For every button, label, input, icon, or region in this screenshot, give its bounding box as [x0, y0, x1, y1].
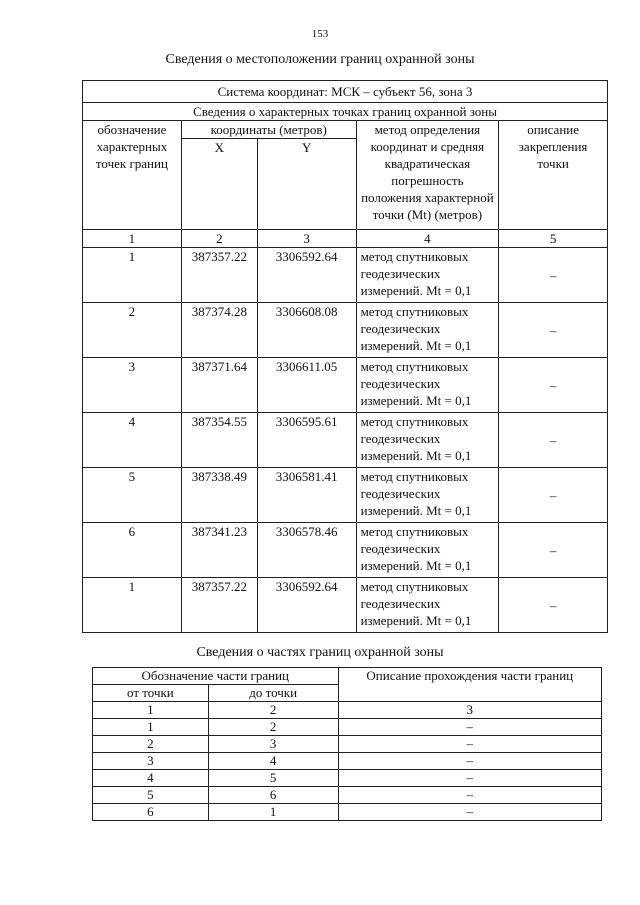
table-row: [93, 804, 602, 821]
column-number: 5: [499, 230, 608, 248]
method-cell: метод спутниковых геодезических измерений. Mt = 0,1: [356, 413, 499, 468]
column-header-row: [83, 121, 608, 139]
points-header-row: [83, 103, 608, 121]
column-number-row: [83, 230, 608, 248]
description-cell: –: [499, 468, 608, 523]
method-cell: метод спутниковых геодезических измерений. Mt = 0,1: [356, 468, 499, 523]
from-point: 5: [93, 787, 209, 804]
coord-y: 3306581.41: [257, 468, 356, 523]
header-part-description: Описание прохождения части границ: [338, 668, 601, 702]
column-number: 1: [93, 702, 209, 719]
to-point: 2: [208, 719, 338, 736]
method-cell: метод спутниковых геодезических измерений. Mt = 0,1: [356, 248, 499, 303]
part-description: –: [338, 804, 601, 821]
method-cell: метод спутниковых геодезических измерений. Mt = 0,1: [356, 303, 499, 358]
section-title-parts: Сведения о частях границ охранной зоны: [196, 645, 444, 660]
boundary-parts-table: [92, 667, 602, 821]
description-cell: –: [499, 413, 608, 468]
page-number: 153: [311, 28, 329, 40]
table-row: [83, 248, 608, 303]
to-point: 5: [208, 770, 338, 787]
table-row: [93, 719, 602, 736]
description-cell: –: [499, 358, 608, 413]
table-row: [83, 358, 608, 413]
table-row: [93, 736, 602, 753]
method-cell: метод спутниковых геодезических измерений. Mt = 0,1: [356, 578, 499, 633]
coord-y: 3306578.46: [257, 523, 356, 578]
to-point: 3: [208, 736, 338, 753]
part-description: –: [338, 787, 601, 804]
points-header-cell: Сведения о характерных точках границ охранной зоны: [83, 103, 608, 121]
table-row: [83, 413, 608, 468]
coord-system-cell: Система координат: МСК – субъект 56, зона 3: [83, 81, 608, 103]
header-description: описание закрепления точки: [499, 121, 608, 230]
from-point: 6: [93, 804, 209, 821]
method-cell: метод спутниковых геодезических измерений. Mt = 0,1: [356, 358, 499, 413]
coord-x: 387357.22: [181, 248, 257, 303]
parts-number-row: [93, 702, 602, 719]
table-row: [83, 468, 608, 523]
point-id: 3: [83, 358, 182, 413]
coord-x: 387374.28: [181, 303, 257, 358]
table-row: [83, 523, 608, 578]
point-id: 6: [83, 523, 182, 578]
description-cell: –: [499, 523, 608, 578]
table-row: [83, 303, 608, 358]
from-point: 4: [93, 770, 209, 787]
method-cell: метод спутниковых геодезических измерений. Mt = 0,1: [356, 523, 499, 578]
point-id: 4: [83, 413, 182, 468]
parts-header-row: [93, 668, 602, 685]
part-description: –: [338, 753, 601, 770]
description-cell: –: [499, 303, 608, 358]
table-row: [93, 753, 602, 770]
from-point: 1: [93, 719, 209, 736]
column-number: 4: [356, 230, 499, 248]
column-number: 3: [257, 230, 356, 248]
from-point: 3: [93, 753, 209, 770]
coord-y: 3306611.05: [257, 358, 356, 413]
point-id: 5: [83, 468, 182, 523]
coord-x: 387354.55: [181, 413, 257, 468]
column-number: 1: [83, 230, 182, 248]
coord-x: 387371.64: [181, 358, 257, 413]
to-point: 4: [208, 753, 338, 770]
header-method: метод определения координат и средняя квадратическая погрешность положения характерной точки (Mt) (метров): [356, 121, 499, 230]
part-description: –: [338, 719, 601, 736]
table-row: [93, 770, 602, 787]
description-cell: –: [499, 248, 608, 303]
part-description: –: [338, 736, 601, 753]
coord-y: 3306595.61: [257, 413, 356, 468]
coord-system-row: [83, 81, 608, 103]
header-x: X: [181, 139, 257, 230]
column-number: 2: [181, 230, 257, 248]
coord-y: 3306608.08: [257, 303, 356, 358]
coord-x: 387338.49: [181, 468, 257, 523]
to-point: 1: [208, 804, 338, 821]
table-row: [83, 578, 608, 633]
description-cell: –: [499, 578, 608, 633]
coord-x: 387341.23: [181, 523, 257, 578]
coord-x: 387357.22: [181, 578, 257, 633]
header-parts: Обозначение части границ: [93, 668, 339, 685]
part-description: –: [338, 770, 601, 787]
header-coordinates: координаты (метров): [181, 121, 356, 139]
section-title-boundaries: Сведения о местоположении границ охранной зоны: [165, 52, 475, 67]
to-point: 6: [208, 787, 338, 804]
header-to-point: до точки: [208, 685, 338, 702]
header-point-id: обозначение характерных точек границ: [83, 121, 182, 230]
coord-y: 3306592.64: [257, 578, 356, 633]
coord-y: 3306592.64: [257, 248, 356, 303]
boundary-points-table: [82, 80, 608, 633]
column-number: 3: [338, 702, 601, 719]
point-id: 1: [83, 248, 182, 303]
point-id: 2: [83, 303, 182, 358]
header-from-point: от точки: [93, 685, 209, 702]
header-y: Y: [257, 139, 356, 230]
table-row: [93, 787, 602, 804]
point-id: 1: [83, 578, 182, 633]
from-point: 2: [93, 736, 209, 753]
column-number: 2: [208, 702, 338, 719]
